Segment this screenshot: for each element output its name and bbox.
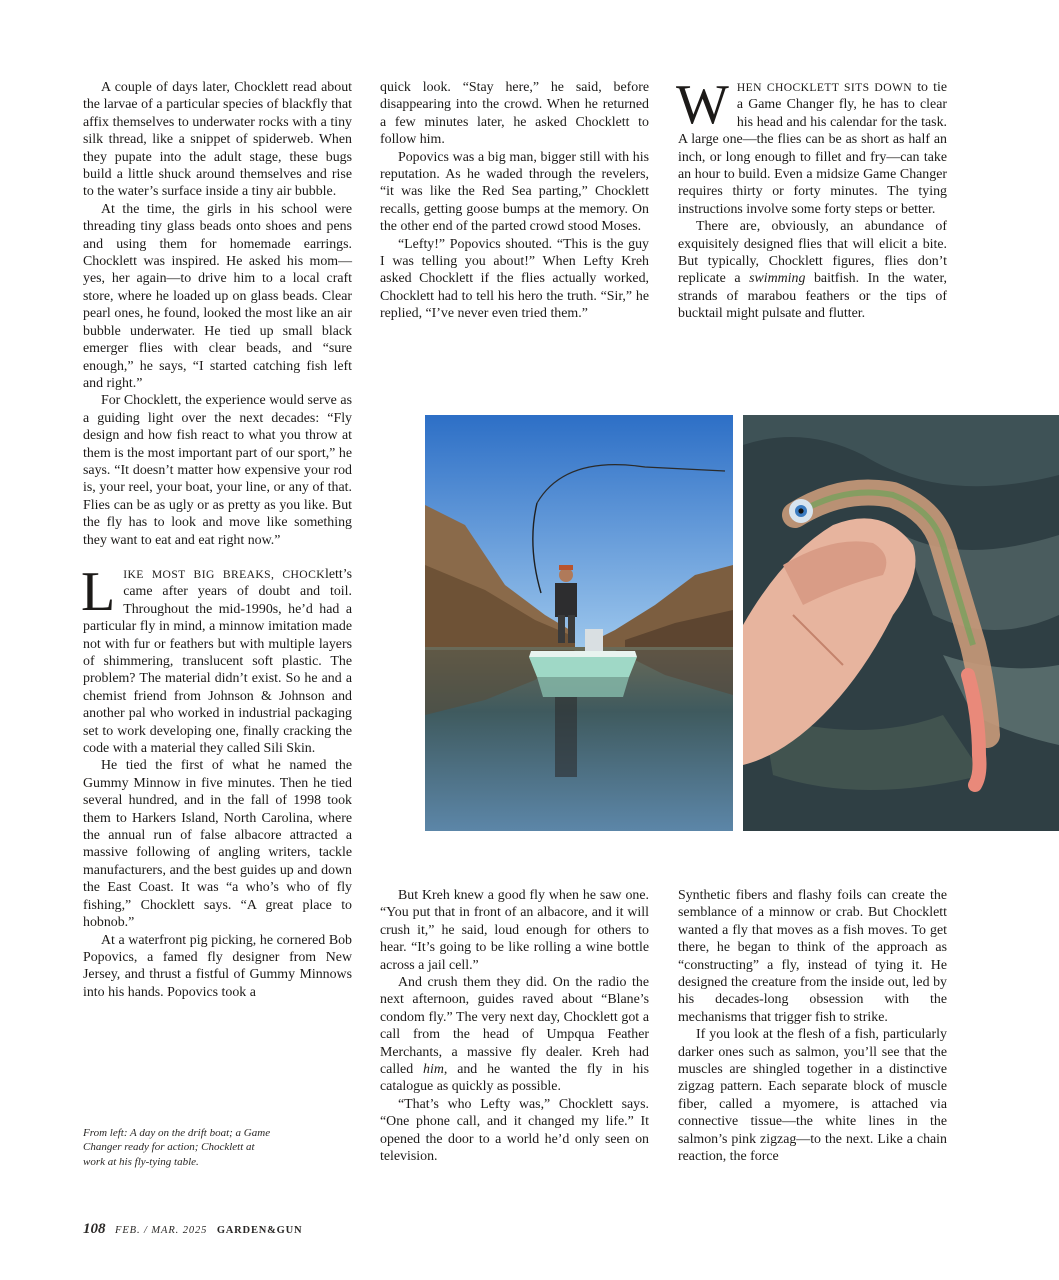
body-paragraph: There are, obviously, an abundance of exquisitely designed flies that will elicit a bite. But typically, Chocklett figures, flies don’t replicate a swimming baitfish. In the water, strands of marabou feathers or the tips of bucktail might pulsate and flutter. <box>678 219 947 322</box>
section-opening-paragraph <box>676 74 947 218</box>
article-column-1 <box>83 79 352 1001</box>
drift-boat-photo <box>425 415 733 831</box>
body-paragraph: Popovics was a big man, bigger still with his reputation. As he waded through the revelers, “it was like the Red Sea parting,” Chocklett recalls, getting goose bumps at the memory. On the other end of the parted crowd stood Moses. <box>380 149 649 235</box>
body-paragraph: If you look at the flesh of a fish, particularly darker ones such as salmon, you’ll see that the muscles are shingled together in a distinctive zigzag pattern. Each separate block of muscle fiber, called a myomere, is attached via connective tissue—the white lines in the salmon’s pink zigzag—to the next. Like a chain reaction, the force <box>678 1027 947 1165</box>
body-text: to tie a Game Changer fly, he has to clear his head and his calendar for the task. A large one—the flies can be as short as half an inch, or long enough to fillet and fry—can take an hour to build. Even a midsize Game Changer requires thirty or forty minutes. The tying instructions involve some forty steps or better. <box>678 80 947 217</box>
photo-caption: From left: A day on the drift boat; a Game Changer ready for action; Chocklett at work at his fly-tying table. <box>83 1127 271 1168</box>
body-paragraph: quick look. “Stay here,” he said, before disappearing into the crowd. When he returned a few minutes later, he asked Chocklett to follow him. <box>380 80 649 148</box>
article-column-3-bottom <box>678 887 947 1166</box>
small-caps-lead: HEN CHOCKLETT SITS DOWN <box>736 81 913 94</box>
body-paragraph: He tied the first of what he named the Gummy Minnow in five minutes. Then he tied several hundred, and in the fall of 1998 took them to Harkers Island, North Carolina, where the annual run of false albacore attracted a massive following of angling writers, tackle manufacturers, and the best guides up and down the East Coast. It was “a who’s who of fly fishing,” Chocklett says. “A great place to hobnob.” <box>83 758 352 931</box>
small-caps-lead: IKE MOST BIG BREAKS, CHOCK <box>123 567 325 581</box>
page-folio <box>83 1221 302 1238</box>
fly-in-hand-illustration <box>743 415 1059 831</box>
article-column-2-bottom <box>380 887 649 1166</box>
emphasis: him <box>423 1062 444 1078</box>
magazine-name: GARDEN&GUN <box>216 1225 303 1236</box>
body-text: lett’s came after years of doubt and toil. Throughout the mid-1990s, he’d had a particular fly in mind, a minnow imitation made not with fur or feathers but with multiple layers of shimmering, translucent soft plastic. The problem? The material didn’t exist. So he and a chemist friend from Johnson & Johnson and another pal who worked in industrial packaging set to work developing one, finally cracking the code with a material they called Sili Skin. <box>83 566 352 757</box>
body-paragraph: But Kreh knew a good fly when he saw one. “You put that in front of an albacore, and it will crush it,” he said, loud enough for others to hear. “It’s going to be like rolling a wine bottle across a jail cell.” <box>380 888 649 973</box>
body-paragraph: At the time, the girls in his school were threading tiny glass beads onto shoes and pens and using them for homemade earrings. Chocklett was inspired. He asked his mom—yes, her again—to drive him to a local craft store, where he loaded up on glass beads. Clear pearl ones, he found, looked the most like an air bubble underwater. He tied up small black emerger flies with clear beads, and “sure enough,” he says, “I started catching fish left and right.” <box>83 201 352 391</box>
body-paragraph: At a waterfront pig picking, he cornered Bob Popovics, a famed fly designer from New Jersey, and thrust a fistful of Gummy Minnows into his hands. Popovics took a <box>83 932 352 1000</box>
article-column-2-top <box>380 79 649 323</box>
drop-cap: W <box>676 74 729 136</box>
article-column-3-top <box>676 74 947 323</box>
body-paragraph: Synthetic fibers and flashy foils can create the semblance of a minnow or crab. But Chocklett wanted a fly that moves as a fish moves. To get there, he began to think of the approach as “constructing” a fly, instead of tying it. He designed the creature from the inside out, led by his decades-long obsession with the mechanisms that trigger fish to strike. <box>678 888 947 1025</box>
game-changer-fly-photo <box>743 415 1059 831</box>
body-paragraph: For Chocklett, the experience would serve as a guiding light over the next decades: “Fly design and how fish react to what you throw at them is the most important part of our sport,” he says. “It doesn’t matter how expensive your rod is, your reel, your boat, your line, or any of that. Flies can be as ugly or as pretty as you like. But the fly has to look and move like something they want to eat and eat right now.” <box>83 393 352 548</box>
body-paragraph: “That’s who Lefty was,” Chocklett says. “One phone call, and it changed my life.” It opened the door to a world he’d only seen on television. <box>380 1096 649 1165</box>
emphasis: swimming <box>749 271 806 287</box>
page-number: 108 <box>83 1221 106 1237</box>
body-paragraph: “Lefty!” Popovics shouted. “This is the guy I was telling you about!” When Lefty Kreh asked Chocklett if the flies actually worked, Chocklett had to tell his hero the truth. “Sir,” he replied, “I’ve never even tried them.” <box>380 236 649 322</box>
section-opening-paragraph <box>81 560 352 757</box>
body-paragraph: And crush them they did. On the radio the next afternoon, guides raved about “Blane’s condom fly.” The very next day, Chocklett got a call from the head of Umpqua Feather Merchants, a massive fly dealer. Kreh had called him, and he wanted the fly in his catalogue as quickly as possible. <box>380 975 649 1095</box>
issue-date: FEB. / MAR. 2025 <box>115 1225 208 1236</box>
body-paragraph: A couple of days later, Chocklett read about the larvae of a particular species of blackfly that affix themselves to underwater rocks with a tiny silk thread, like a snippet of spiderweb. When they pupate into the adult stage, these bugs build a little shuck around themselves and rise to the water’s surface inside a tiny air bubble. <box>83 80 352 200</box>
drift-boat-illustration <box>425 415 733 831</box>
drop-cap: L <box>81 560 116 623</box>
